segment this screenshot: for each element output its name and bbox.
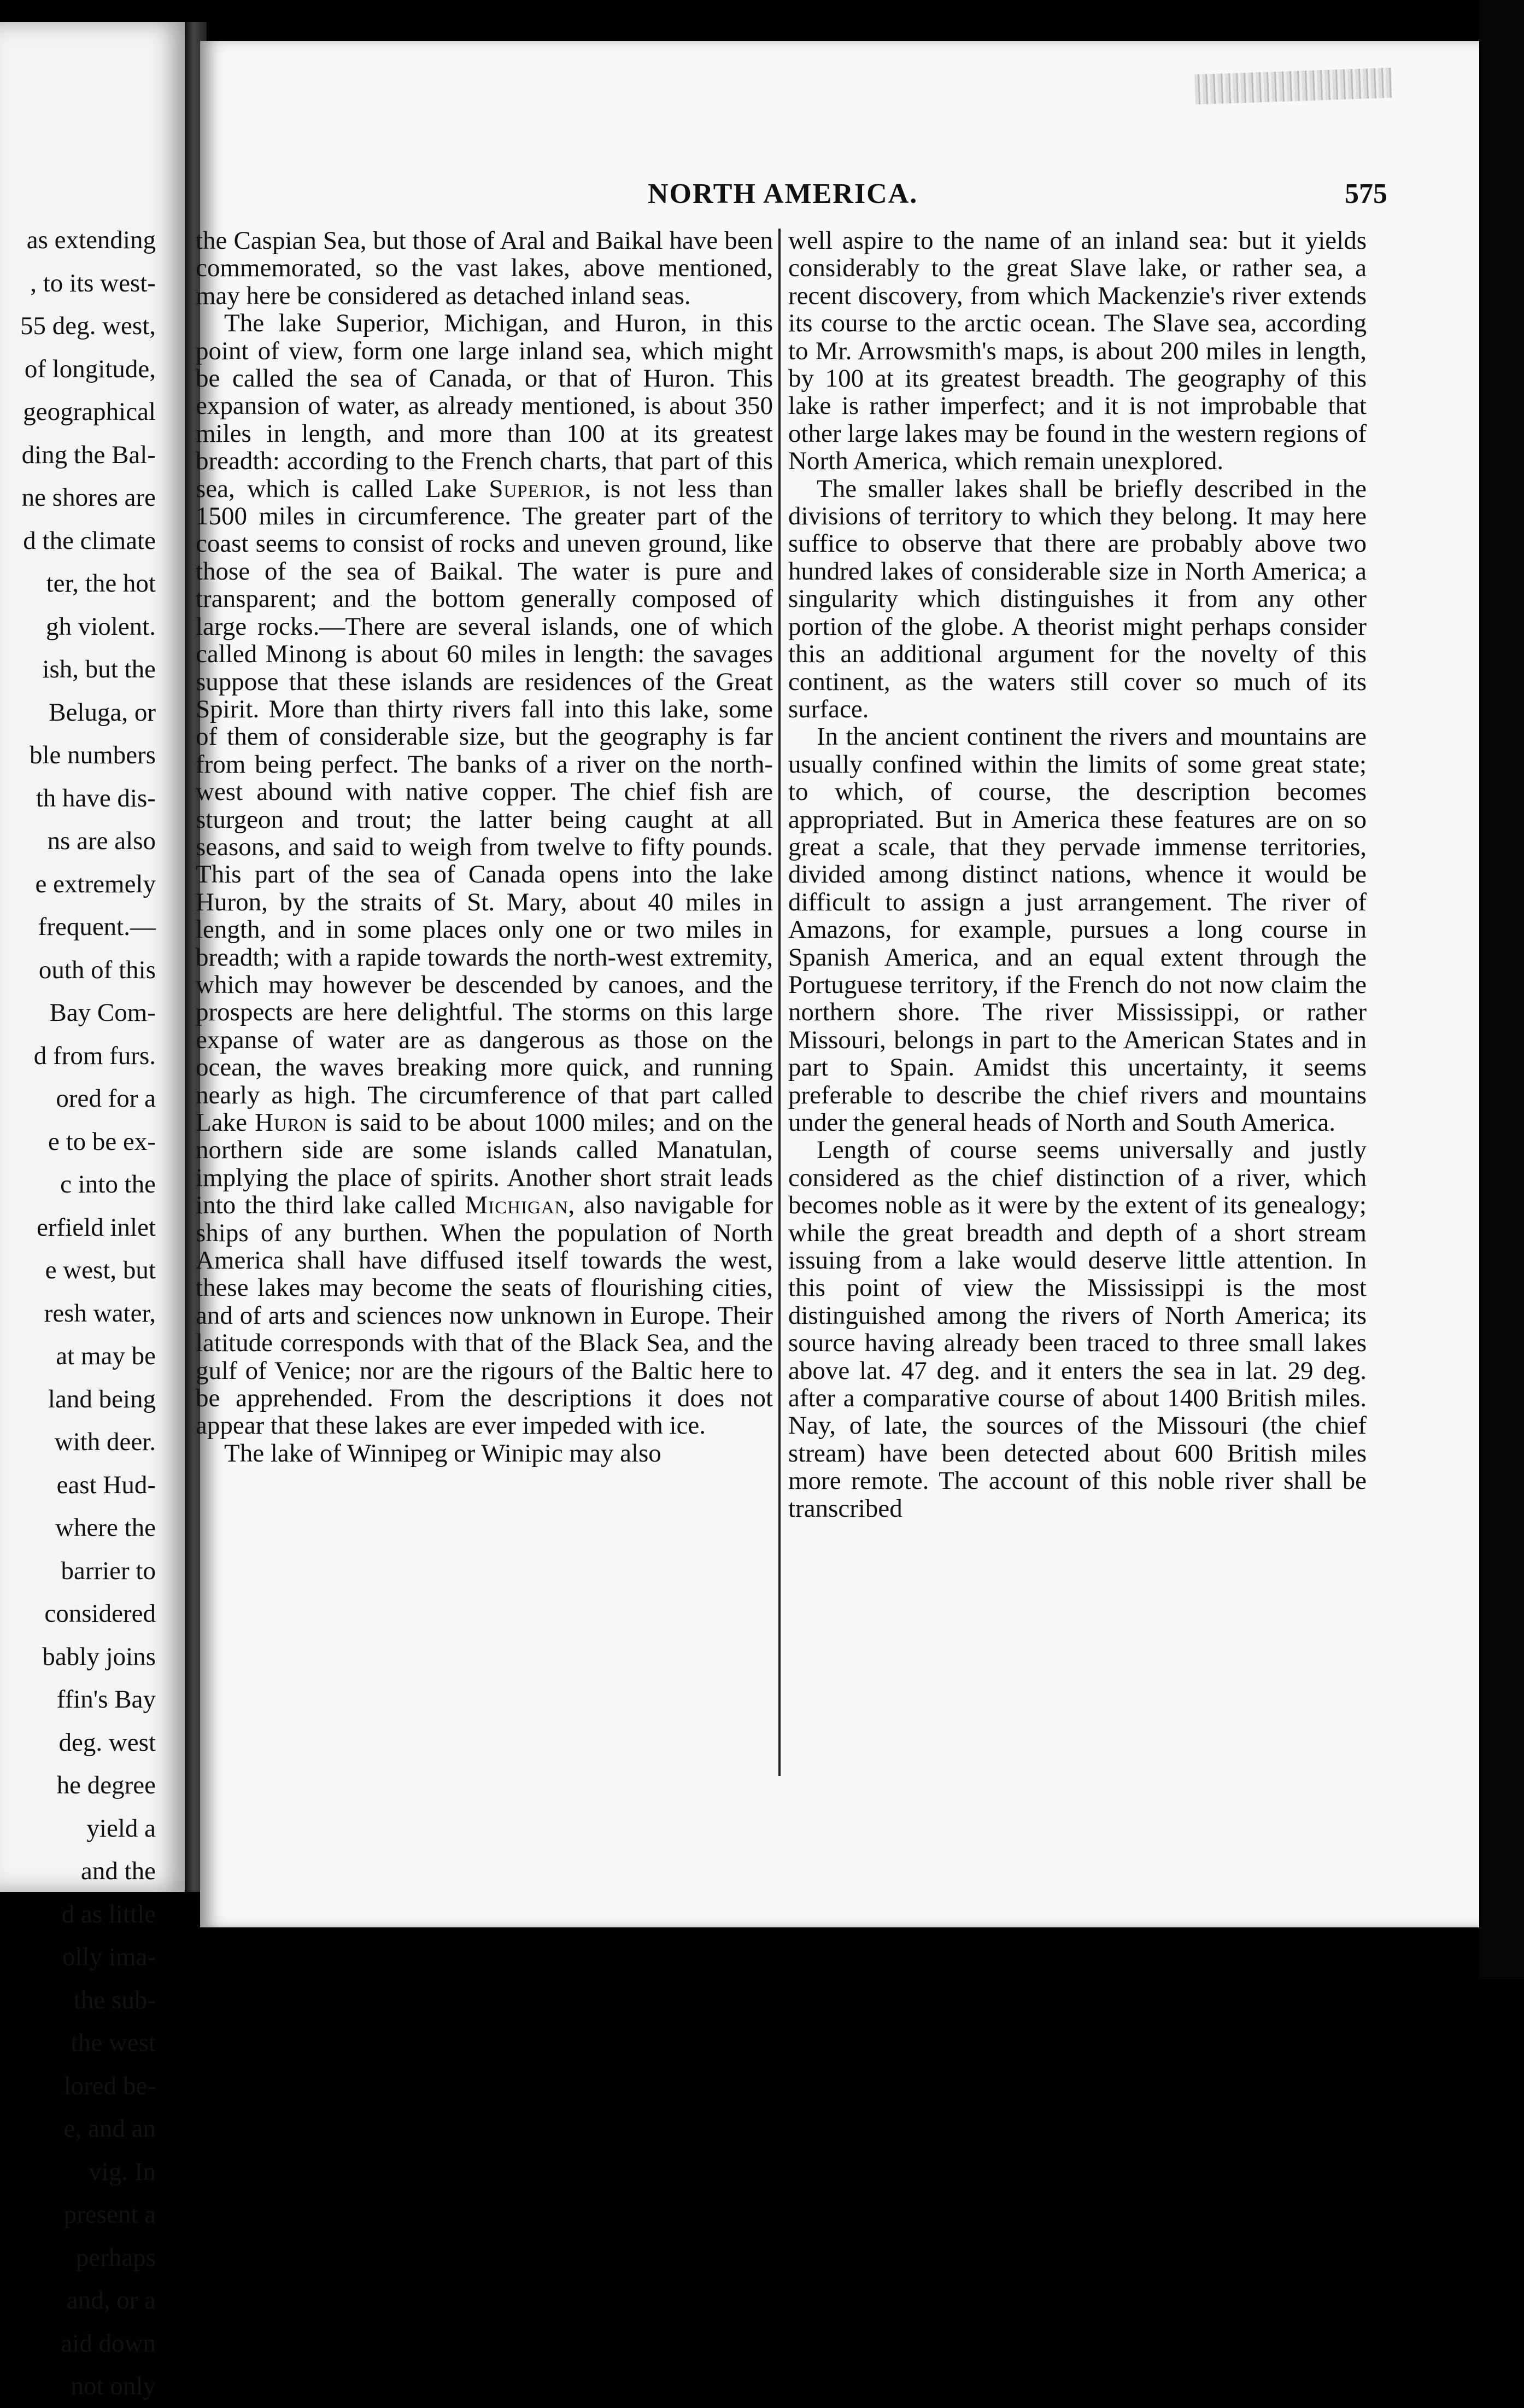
previous-page-line: east Hud- [56, 1470, 156, 1499]
paragraph: the Caspian Sea, but those of Aral and Baikal have been commemorated, so the vast lakes, above mentioned, may here be considered as detached inland seas. [196, 226, 773, 310]
previous-page-line: deg. west [58, 1728, 156, 1757]
previous-page-line: aid down [61, 2329, 156, 2358]
previous-page-text [0, 219, 156, 2408]
previous-page-line: considered [44, 1599, 156, 1628]
previous-page-line: and, or a [66, 2286, 156, 2315]
paragraph: The lake of Winnipeg or Winipic may also [224, 1439, 661, 1468]
paragraph: well aspire to the name of an inland sea: but it yields considerably to the great Slave lake, or rather sea, a recent discovery, from which Mackenzie's river extends its course to the arctic ocean. The Slave sea, according to Mr. Arrowsmith's maps, is about 200 miles in length, by 100 at its greatest breadth. The geography of this lake is rather imperfect; and it is not improbable that other large lakes may be found in the western regions of North America, which remain unexplored. [788, 226, 1367, 476]
previous-page-line: e extremely [35, 869, 156, 898]
previous-page-line: with deer. [54, 1428, 156, 1456]
previous-page-line: ored for a [56, 1084, 156, 1113]
running-head: NORTH AMERICA. [648, 178, 918, 209]
previous-page-line: erfield inlet [37, 1213, 156, 1242]
previous-page-line: of longitude, [24, 354, 156, 383]
previous-page-line: d the climate [23, 526, 156, 555]
paragraph: In the ancient continent the rivers and mountains are usually confined within the limits of some great state; to which, of course, the description becomes appropriated. But in America these features are on so great a scale, that they pervade immense territories, divided among distinct nations, whence it would be difficult to assign a just arrangement. The river of Amazons, for example, pursues a long course in Spanish America, and an equal extent through the Portuguese territory, if the French do not now claim the northern shore. The river Mississippi, or rather Missouri, belongs in part to the American States and in part to Spain. Amidst this uncertainty, it seems preferable to describe the chief rivers and mountains under the general heads of North and South America. [788, 722, 1367, 1137]
previous-page-line: he degree [56, 1771, 156, 1799]
paragraph: Length of course seems universally and justly considered as the chief distinction of a river, which becomes noble as it were by the extent of its genealogy; while the great breadth and depth of a short stream issuing from a lake would deserve little attention. In this point of view the Mississippi is the most distinguished among the rivers of North America; its source having already been traced to three small lakes above lat. 47 deg. and it enters the sea in lat. 29 deg. after a comparative course of about 1400 British miles. Nay, of late, the sources of the Missouri (the chief stream) have been detected about 600 British miles more remote. The account of this noble river shall be transcribed [788, 1136, 1367, 1523]
previous-page-line: barrier to [61, 1556, 156, 1585]
previous-page-line: where the [55, 1513, 156, 1542]
previous-page-line: d from furs. [33, 1041, 156, 1070]
previous-page-line: geographical [23, 398, 156, 426]
previous-page-line: ffin's Bay [56, 1685, 156, 1714]
previous-page-line: yield a [86, 1814, 156, 1843]
previous-page-line: ter, the hot [46, 569, 156, 598]
previous-page-line: outh of this [38, 955, 156, 984]
paragraph: The smaller lakes shall be briefly described in the divisions of territory to which they belong. It may here suffice to observe that there are probably above two hundred lakes of considerable size in North America; a singularity which distinguishes it from any other portion of the globe. A theorist might perhaps consider this an additional argument for the novelty of this continent, as the waters still cover so much of its surface. [788, 474, 1367, 723]
previous-page-line: lored be- [63, 2071, 156, 2100]
previous-page-line: as extending [26, 226, 156, 254]
previous-page-line: Beluga, or [49, 698, 156, 727]
lake-name-small-caps: Huron [255, 1108, 327, 1137]
left-column [196, 227, 773, 1467]
previous-page-line: bably joins [42, 1642, 156, 1671]
previous-page-line: Bay Com- [49, 998, 156, 1027]
previous-page-line: frequent.— [38, 913, 156, 941]
previous-page-line: ish, but the [42, 655, 156, 683]
previous-page-line: resh water, [44, 1299, 156, 1328]
previous-page-fragment [0, 22, 189, 2400]
previous-page-line: 55 deg. west, [20, 312, 156, 340]
column-divider [778, 229, 781, 1776]
previous-page-line: ble numbers [29, 741, 156, 769]
previous-page-line: gh violent. [45, 612, 156, 641]
torn-paper-strip [1194, 68, 1392, 105]
previous-page-line: land being [48, 1384, 156, 1413]
scan-edge [1479, 0, 1524, 1979]
lake-name-small-caps: Michigan [465, 1191, 568, 1220]
previous-page-line: the west [71, 2029, 156, 2057]
previous-page-line: e west, but [45, 1256, 156, 1284]
page-number: 575 [1345, 178, 1387, 209]
lake-name-small-caps: Superior [489, 474, 585, 503]
previous-page-line: perhaps [75, 2243, 156, 2272]
previous-page-line: olly ima- [62, 1943, 156, 1971]
previous-page-line: present a [63, 2200, 156, 2229]
right-column [788, 227, 1367, 1522]
previous-page-line: ding the Bal- [21, 440, 156, 469]
previous-page-line: vig. In [89, 2157, 156, 2186]
previous-page-line: the sub- [73, 1985, 156, 2014]
previous-page-line: e, and an [63, 2114, 156, 2143]
previous-page-line: d as little [61, 1899, 156, 1928]
previous-page-line: ns are also [47, 827, 156, 855]
previous-page-line: and the [80, 1857, 156, 1885]
previous-page-line: ne shores are [21, 483, 156, 512]
previous-page-line: , to its west- [30, 268, 156, 297]
previous-page-line: th have dis- [36, 784, 156, 813]
previous-page-line: at may be [56, 1342, 156, 1370]
previous-page-line: c into the [60, 1170, 156, 1199]
previous-page-line: e to be ex- [48, 1127, 156, 1156]
previous-page-line: not only [71, 2372, 156, 2400]
paragraph: The lake Superior, Michigan, and Huron, in this point of view, form one large inland sea, which might be called the sea of Canada, or that of Huron. This expansion of water, as already mentioned, is about 350 miles in length, and more than 100 at its greatest breadth: according to the French charts, that part of this sea, which is called Lake Superior, is not less than 1500 miles in circumference. The greater part of the coast seems to consist of rocks and uneven ground, like those of the sea of Baikal. The water is pure and transparent; and the bottom generally composed of large rocks.—There are several islands, one of which called Minong is about 60 miles in length: the savages suppose that these islands are residences of the Great Spirit. More than thirty rivers fall into this lake, some of them of considerable size, but the geography is far from being perfect. The banks of a river on the north-west abound with native copper. The chief fish are sturgeon and trout; the latter being caught at all seasons, and said to weigh from twelve to fifty pounds. This part of the sea of Canada opens into the lake Huron, by the straits of St. Mary, about 40 miles in length, and in some places only one or two miles in breadth; with a rapide towards the north-west extremity, which may however be descended by canoes, and the prospects are here delightful. The storms on this large expanse of water are as dangerous as those on the ocean, the waves breaking more quick, and running nearly as high. The circumference of that part called Lake Huron is said to be about 1000 miles; and on the northern side are some islands called Manatulan, implying the place of spirits. Another short strait leads into the third lake called Michigan, also navigable for ships of any burthen. When the population of North America shall have diffused itself towards the west, these lakes may become the seats of flourishing cities, and of arts and sciences now unknown in Europe. Their latitude corresponds with that of the Black Sea, and the gulf of Venice; nor are the rigours of the Baltic here to be apprehended. From the descriptions it does not appear that these lakes are ever impeded with ice. [196, 309, 773, 1440]
